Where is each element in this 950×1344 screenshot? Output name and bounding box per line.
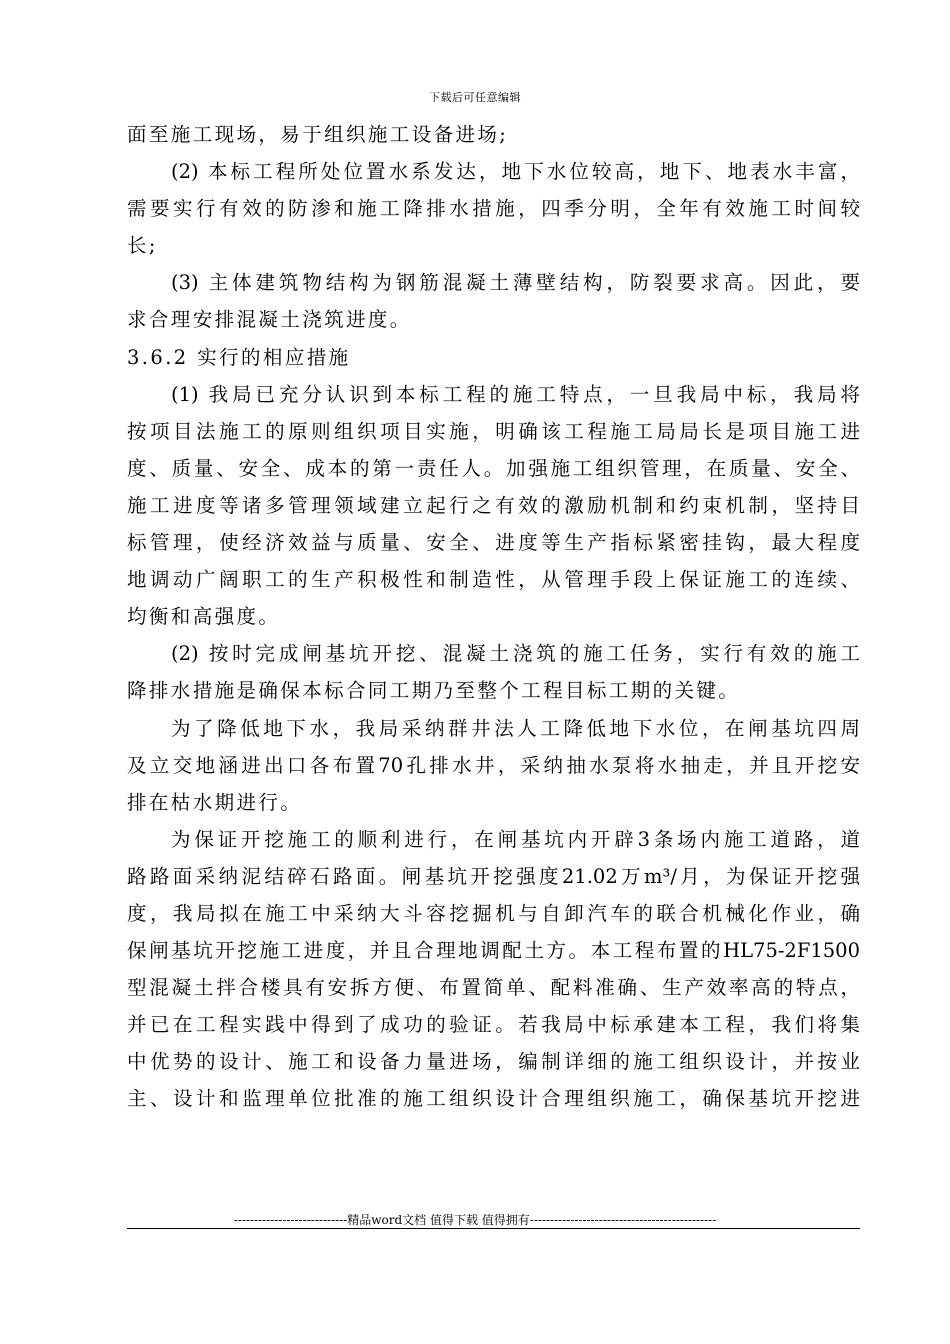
document-body — [127, 116, 860, 1118]
text-line: (1) 我局已充分认识到本标工程的施工特点，一旦我局中标，我局将 — [171, 382, 860, 406]
text-line: 按项目法施工的原则组织项目实施，明确该工程施工局局长是项目施工进 — [127, 419, 860, 443]
text-line: (3) 主体建筑物结构为钢筋混凝土薄壁结构，防裂要求高。因此，要 — [171, 271, 860, 295]
text-line: 保闸基坑开挖施工进度，并且合理地调配土方。本工程布置的HL75-2F1500 — [127, 939, 860, 963]
footer-rule — [127, 1228, 860, 1229]
text-line: 度、质量、安全、成本的第一责任人。加强施工组织管理，在质量、安全、 — [127, 456, 860, 480]
text-line: 型混凝土拌合楼具有安拆方便、布置简单、配料准确、生产效率高的特点， — [127, 976, 860, 1000]
text-line: 长; — [127, 234, 158, 258]
text-line: 3.6.2 实行的相应措施 — [127, 345, 351, 369]
page-footer-text: ----------------------------精品word文档 值得下载 值得拥有---------------------------------------------- — [233, 1213, 717, 1227]
text-line: 为保证开挖施工的顺利进行，在闸基坑内开辟3条场内施工道路，道 — [171, 827, 860, 851]
text-line: 度，我局拟在施工中采纳大斗容挖掘机与自卸汽车的联合机械化作业，确 — [127, 901, 860, 925]
text-line: 均衡和高强度。 — [127, 605, 281, 629]
text-line: (2) 本标工程所处位置水系发达，地下水位较高，地下、地表水丰富， — [171, 160, 860, 184]
text-line: 地调动广阔职工的生产积极性和制造性，从管理手段上保证施工的连续、 — [127, 568, 860, 592]
text-line: 面至施工现场，易于组织施工设备进场; — [127, 123, 509, 146]
text-line: 施工进度等诸多管理领域建立起行之有效的激励机制和约束机制，坚持目 — [127, 493, 860, 517]
text-line: (2) 按时完成闸基坑开挖、混凝土浇筑的施工任务，实行有效的施工 — [171, 642, 860, 666]
text-line: 标管理，使经济效益与质量、安全、进度等生产指标紧密挂钩，最大程度 — [127, 531, 860, 555]
text-line: 求合理安排混凝土浇筑进度。 — [127, 308, 412, 332]
text-line: 需要实行有效的防渗和施工降排水措施，四季分明，全年有效施工时间较 — [127, 197, 860, 221]
text-line: 中优势的设计、施工和设备力量进场，编制详细的施工组织设计，并按业 — [127, 1050, 860, 1074]
text-line: 为了降低地下水，我局采纳群井法人工降低地下水位，在闸基坑四周 — [171, 716, 860, 740]
text-line: 及立交地涵进出口各布置70孔排水井，采纳抽水泵将水抽走，并且开挖安 — [127, 753, 860, 777]
text-line: 降排水措施是确保本标合同工期乃至整个工程目标工期的关键。 — [127, 679, 741, 703]
text-line: 并已在工程实践中得到了成功的验证。若我局中标承建本工程，我们将集 — [127, 1013, 860, 1037]
page-header: 下载后可任意编辑 — [429, 91, 521, 104]
text-line: 路路面采纳泥结碎石路面。闸基坑开挖强度21.02万m³/月，为保证开挖强 — [127, 864, 860, 888]
text-line: 主、设计和监理单位批准的施工组织设计合理组织施工，确保基坑开挖进 — [127, 1087, 860, 1111]
text-line: 排在枯水期进行。 — [127, 790, 303, 814]
